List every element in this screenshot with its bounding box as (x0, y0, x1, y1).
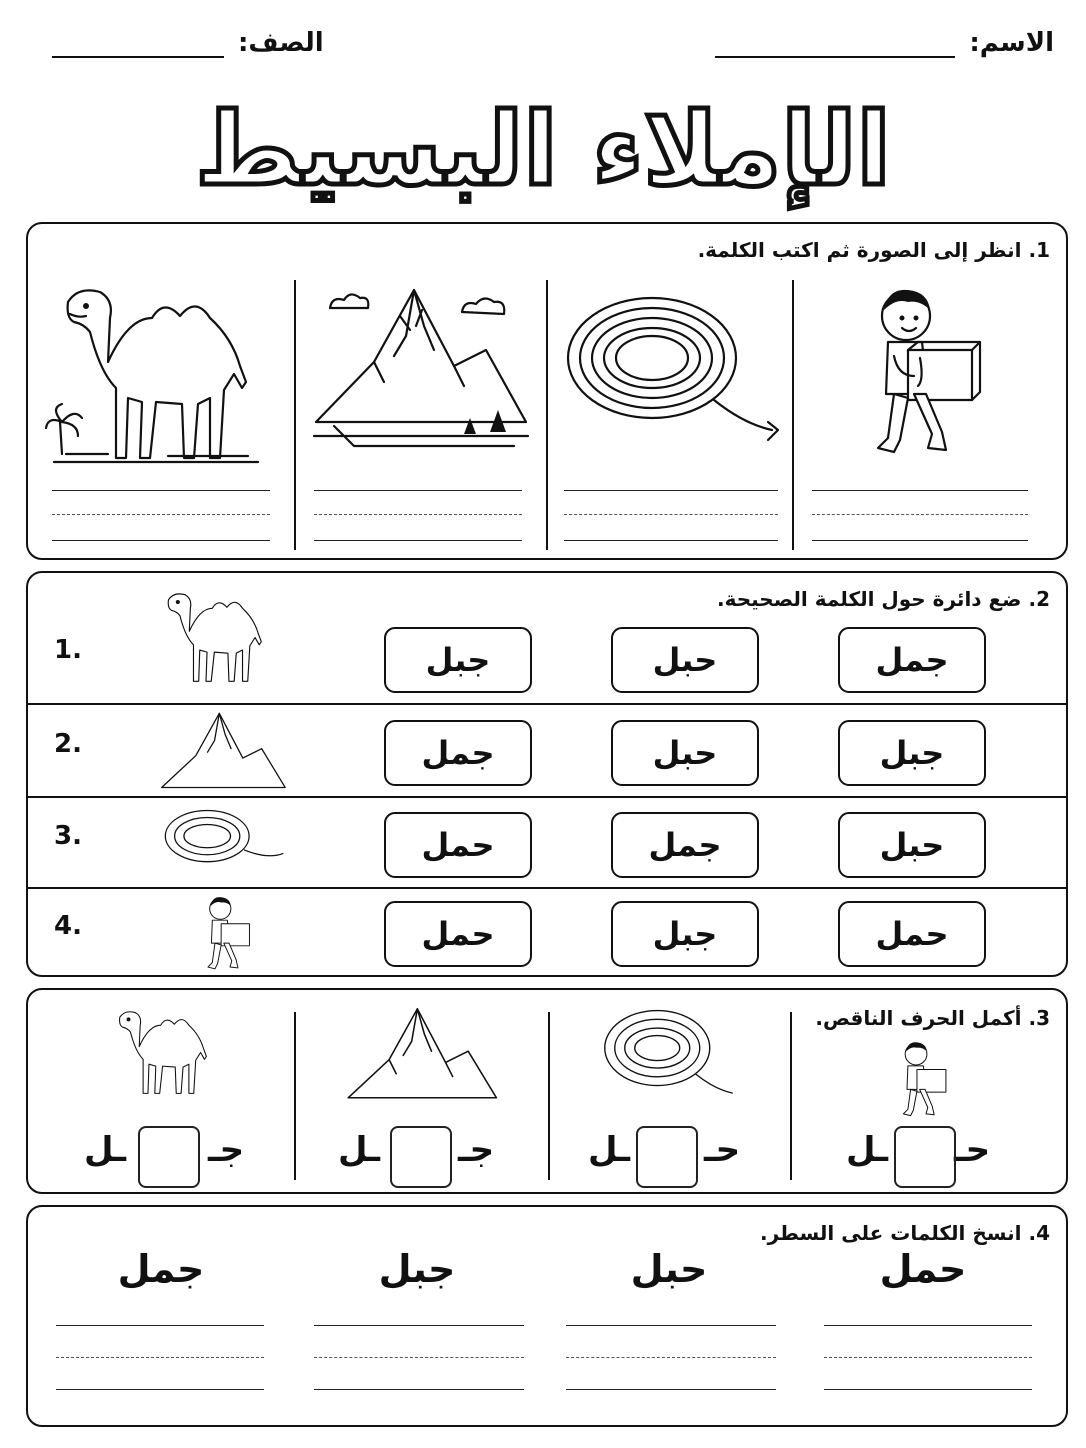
write-line-dashed[interactable] (52, 514, 270, 515)
last-letter: ـل (846, 1130, 888, 1170)
row-number: 3. (54, 821, 82, 851)
last-letter: ـل (338, 1130, 380, 1170)
camel-image (110, 1004, 222, 1100)
write-line-dashed[interactable] (812, 514, 1028, 515)
section1-instruction: 1. انظر إلى الصورة ثم اكتب الكلمة. (697, 238, 1050, 262)
word-option[interactable]: حمل (838, 901, 986, 967)
name-field[interactable] (715, 28, 1054, 58)
row-number: 2. (54, 729, 82, 759)
write-line-dashed[interactable] (824, 1357, 1032, 1358)
word-option[interactable]: حبل (611, 720, 759, 786)
class-write-line[interactable] (52, 28, 224, 58)
column-divider (294, 280, 296, 550)
missing-letter-box[interactable] (894, 1126, 956, 1188)
worksheet-title: الإملاء البسيط (195, 91, 891, 208)
copy-word: حمل (879, 1247, 967, 1291)
write-line-dashed[interactable] (314, 514, 522, 515)
section-circle-correct (26, 571, 1068, 977)
copy-word: جمل (117, 1247, 205, 1291)
missing-letter-box[interactable] (390, 1126, 452, 1188)
row-number: 4. (54, 911, 82, 941)
word-option[interactable]: جبل (838, 720, 986, 786)
section2-instruction: 2. ضع دائرة حول الكلمة الصحيحة. (717, 587, 1050, 611)
word-option[interactable]: جبل (611, 901, 759, 967)
row-divider (28, 703, 1066, 705)
write-line[interactable] (52, 490, 270, 491)
class-label: الصف: (238, 28, 324, 58)
class-field[interactable] (52, 28, 324, 58)
column-divider (294, 1012, 296, 1180)
write-line-dashed[interactable] (56, 1357, 264, 1358)
name-label: الاسم: (969, 28, 1054, 58)
section-copy-words (26, 1205, 1068, 1427)
write-line[interactable] (56, 1325, 264, 1326)
write-line[interactable] (564, 540, 778, 541)
column-divider (790, 1012, 792, 1180)
write-line[interactable] (824, 1325, 1032, 1326)
write-line-dashed[interactable] (566, 1357, 776, 1358)
first-letter: حـ (704, 1130, 741, 1170)
last-letter: ـل (84, 1130, 126, 1170)
carrying-boy-image (858, 276, 998, 466)
write-line-dashed[interactable] (564, 514, 778, 515)
first-letter: حـ (954, 1130, 991, 1170)
write-line[interactable] (314, 490, 522, 491)
carrying-boy-image (188, 891, 272, 975)
column-divider (546, 280, 548, 550)
missing-letter-box[interactable] (138, 1126, 200, 1188)
write-line[interactable] (566, 1325, 776, 1326)
mountain-image (154, 711, 294, 791)
column-divider (548, 1012, 550, 1180)
section4-instruction: 4. انسخ الكلمات على السطر. (760, 1221, 1050, 1245)
copy-word: جبل (378, 1247, 456, 1291)
mountain-image (314, 286, 530, 462)
write-line[interactable] (314, 1389, 524, 1390)
word-option[interactable]: حمل (384, 901, 532, 967)
word-option[interactable]: حبل (838, 812, 986, 878)
last-letter: ـل (588, 1130, 630, 1170)
camel-image (48, 278, 278, 468)
section3-instruction: 3. أكمل الحرف الناقص. (815, 1006, 1050, 1030)
rope-image (598, 1008, 744, 1108)
row-divider (28, 887, 1066, 889)
rope-image (564, 294, 784, 454)
word-option[interactable]: حبل (611, 627, 759, 693)
section-complete-letter (26, 988, 1068, 1194)
camel-image (158, 587, 278, 687)
row-number: 1. (54, 635, 82, 665)
missing-letter-box[interactable] (636, 1126, 698, 1188)
write-line[interactable] (314, 540, 522, 541)
write-line[interactable] (52, 540, 270, 541)
first-letter: جـ (458, 1130, 495, 1170)
write-line[interactable] (56, 1389, 264, 1390)
column-divider (792, 280, 794, 550)
write-line[interactable] (566, 1389, 776, 1390)
word-option[interactable]: جمل (838, 627, 986, 693)
rope-image (152, 807, 302, 871)
mountain-image (340, 1006, 506, 1102)
write-line-dashed[interactable] (314, 1357, 524, 1358)
write-line[interactable] (824, 1389, 1032, 1390)
name-write-line[interactable] (715, 28, 955, 58)
word-option[interactable]: جمل (611, 812, 759, 878)
word-option[interactable]: جمل (384, 720, 532, 786)
row-divider (28, 796, 1066, 798)
write-line[interactable] (564, 490, 778, 491)
word-option[interactable]: جبل (384, 627, 532, 693)
carrying-boy-image (890, 1036, 962, 1122)
copy-word: حبل (630, 1247, 708, 1291)
write-line[interactable] (812, 490, 1028, 491)
first-letter: جـ (208, 1130, 245, 1170)
section-look-and-write (26, 222, 1068, 560)
write-line[interactable] (812, 540, 1028, 541)
word-option[interactable]: حمل (384, 812, 532, 878)
write-line[interactable] (314, 1325, 524, 1326)
